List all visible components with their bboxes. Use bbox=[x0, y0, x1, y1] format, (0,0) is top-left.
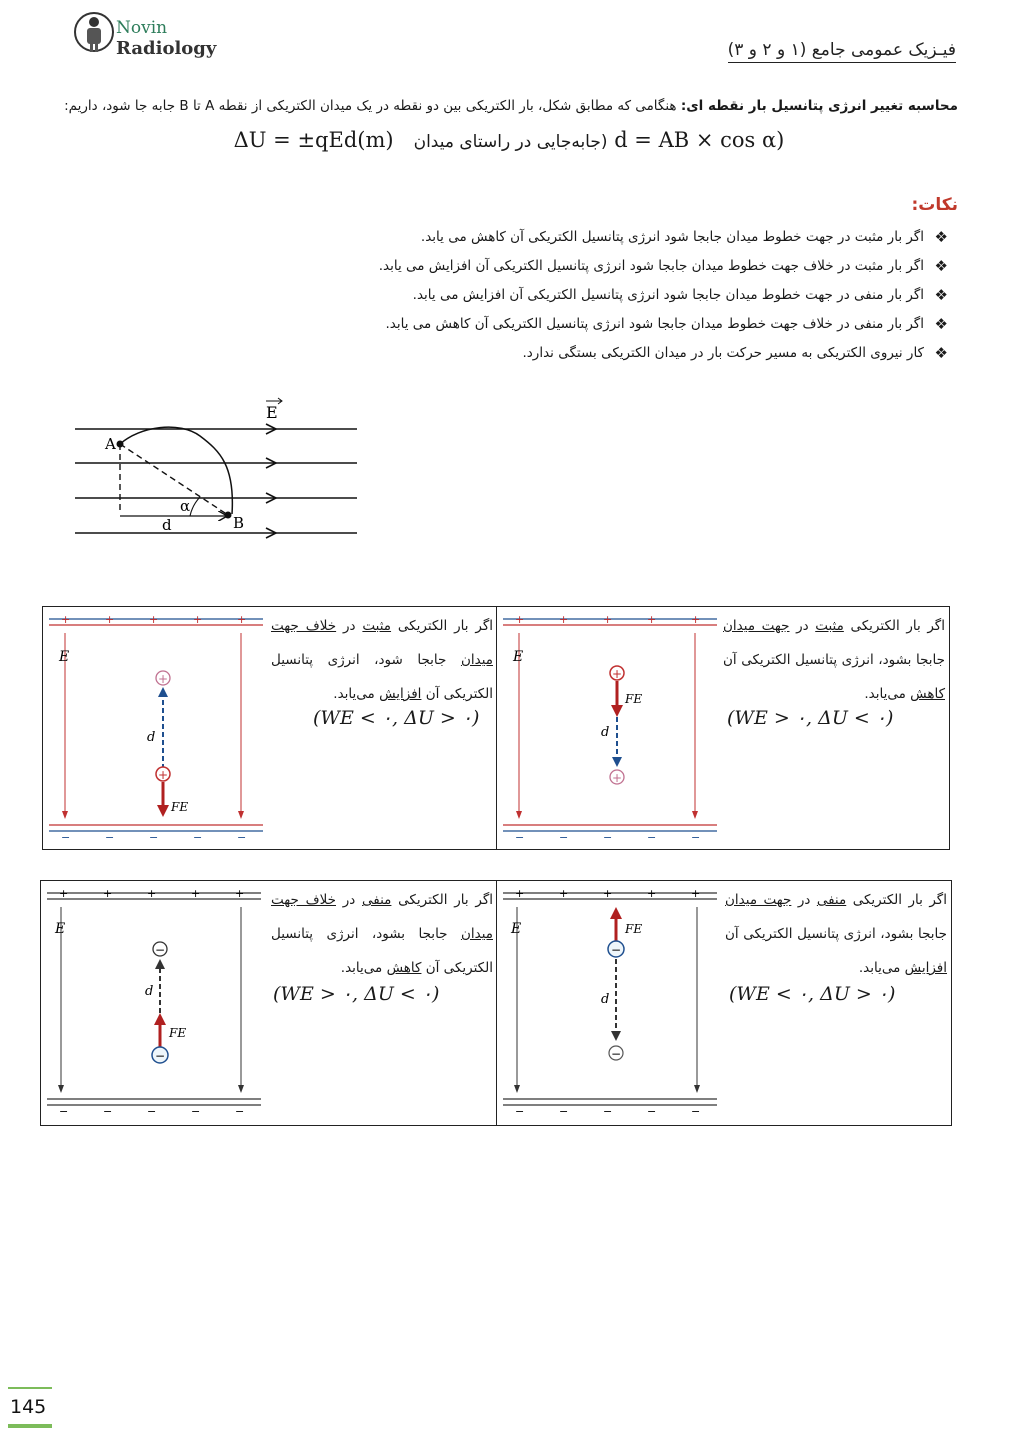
panel-caption: اگر بار الکتریکی مثبت در خلاف جهت میدان جابجا شود، انرژی پتانسیل الکتریکی آن افزایش می‌یابد. bbox=[271, 618, 494, 702]
svg-text:−: − bbox=[147, 1105, 157, 1118]
svg-text:+: + bbox=[515, 887, 525, 900]
svg-text:+: + bbox=[559, 887, 569, 900]
svg-text:−: − bbox=[155, 1049, 166, 1063]
formula-left: ΔU = ±qEd(m) bbox=[233, 128, 394, 152]
label-A: A bbox=[105, 435, 116, 453]
diamond-bullet-icon: ❖ bbox=[934, 315, 948, 333]
svg-text:−: − bbox=[647, 831, 657, 843]
page-number-rule bbox=[8, 1387, 52, 1389]
svg-text:d: d bbox=[601, 725, 610, 740]
svg-text:d: d bbox=[145, 984, 154, 999]
panel-condition: (WE > ۰, ΔU < ۰) bbox=[727, 707, 894, 729]
page-number: 145 bbox=[10, 1396, 47, 1418]
svg-text:−: − bbox=[103, 1105, 113, 1118]
label-d: d bbox=[162, 516, 172, 534]
note-item: ❖ اگر بار منفی در جهت خطوط میدان جابجا شود انرژی پتانسیل الکتریکی آن افزایش می یابد. bbox=[412, 286, 948, 304]
svg-text:−: − bbox=[149, 831, 159, 843]
svg-text:−: − bbox=[691, 831, 701, 843]
page-number-bar bbox=[8, 1424, 52, 1428]
svg-text:−: − bbox=[155, 943, 166, 957]
svg-text:+: + bbox=[691, 613, 701, 626]
svg-text:−: − bbox=[61, 831, 71, 843]
svg-text:E: E bbox=[513, 649, 524, 665]
formula bbox=[0, 128, 1018, 152]
svg-text:−: − bbox=[611, 943, 622, 957]
book-title: فیـزیک عمومی جامع (۱ و ۲ و ۳) bbox=[728, 40, 956, 63]
panel-negative-against-field bbox=[40, 880, 498, 1126]
panel-caption: اگر بار الکتریکی منفی در جهت میدان جابجا بشود، انرژی پتانسیل الکتریکی آن افزایش می‌یابد. bbox=[725, 892, 947, 976]
svg-text:−: − bbox=[603, 1105, 613, 1118]
note-item: ❖ اگر بار مثبت در خلاف جهت خطوط میدان جابجا شود انرژی پتانسیل الکتریکی آن افزایش می یابد. bbox=[378, 257, 948, 275]
svg-text:−: − bbox=[611, 1047, 622, 1061]
diamond-bullet-icon: ❖ bbox=[934, 344, 948, 362]
svg-text:+: + bbox=[158, 672, 169, 686]
displacement-AB bbox=[120, 444, 228, 515]
svg-text:E: E bbox=[59, 649, 70, 665]
svg-text:d: d bbox=[147, 730, 156, 745]
logo bbox=[74, 8, 224, 60]
svg-text:FE: FE bbox=[169, 1026, 187, 1040]
panel-positive-against-field bbox=[42, 606, 498, 850]
panel-condition: (WE < ۰, ΔU > ۰) bbox=[729, 983, 896, 1005]
svg-text:−: − bbox=[647, 1105, 657, 1118]
notes-title: نکات: bbox=[911, 195, 958, 215]
svg-text:+: + bbox=[147, 887, 157, 900]
intro-paragraph bbox=[58, 98, 958, 114]
label-alpha: α bbox=[180, 497, 191, 515]
plate-diagram bbox=[501, 611, 721, 843]
point-A bbox=[117, 441, 124, 448]
svg-text:−: − bbox=[59, 1105, 69, 1118]
diamond-bullet-icon: ❖ bbox=[934, 286, 948, 304]
point-B bbox=[225, 512, 232, 519]
svg-text:−: − bbox=[237, 831, 247, 843]
svg-text:+: + bbox=[603, 887, 613, 900]
note-item: ❖ کار نیروی الکتریکی به مسیر حرکت بار در میدان الکتریکی بستگی ندارد. bbox=[522, 344, 948, 362]
note-item: ❖ اگر بار مثبت در جهت خطوط میدان جابجا شود انرژی پتانسیل الکتریکی آن کاهش می یابد. bbox=[420, 228, 948, 246]
svg-text:−: − bbox=[235, 1105, 245, 1118]
svg-text:d: d bbox=[601, 992, 610, 1007]
svg-text:FE: FE bbox=[625, 692, 643, 706]
svg-text:−: − bbox=[515, 831, 525, 843]
formula-fa: (جابه‌جایی در راستای میدان bbox=[413, 132, 608, 152]
logo-line2: Radiology bbox=[116, 38, 217, 59]
svg-text:+: + bbox=[603, 613, 613, 626]
svg-text:−: − bbox=[603, 831, 613, 843]
svg-text:+: + bbox=[237, 613, 247, 626]
svg-text:+: + bbox=[103, 887, 113, 900]
svg-text:E: E bbox=[55, 921, 66, 937]
intro-text: هنگامی که مطابق شکل، بار الکتریکی بین دو نقطه در یک میدان الکتریکی از نقطه A تا B جابه جا شود، داریم: bbox=[64, 98, 681, 114]
panel-caption: اگر بار الکتریکی منفی در خلاف جهت میدان جابجا بشود، انرژی پتانسیل الکتریکی آن کاهش می‌یابد. bbox=[271, 892, 494, 976]
panel-positive-along-field bbox=[496, 606, 950, 850]
svg-text:−: − bbox=[515, 1105, 525, 1118]
svg-text:+: + bbox=[193, 613, 203, 626]
panel-condition: (WE < ۰, ΔU > ۰) bbox=[313, 707, 480, 729]
field-label-E: E bbox=[266, 403, 278, 422]
panel-caption: اگر بار الکتریکی مثبت در جهت میدان جابجا بشود، انرژی پتانسیل الکتریکی آن کاهش می‌یابد. bbox=[723, 618, 945, 702]
svg-text:−: − bbox=[191, 1105, 201, 1118]
svg-text:+: + bbox=[515, 613, 525, 626]
svg-text:+: + bbox=[691, 887, 701, 900]
svg-text:E: E bbox=[511, 921, 522, 937]
svg-text:−: − bbox=[193, 831, 203, 843]
svg-text:+: + bbox=[647, 887, 657, 900]
svg-text:+: + bbox=[149, 613, 159, 626]
panel-condition: (WE > ۰, ΔU < ۰) bbox=[273, 983, 440, 1005]
svg-text:+: + bbox=[612, 771, 623, 785]
svg-text:+: + bbox=[559, 613, 569, 626]
svg-text:−: − bbox=[691, 1105, 701, 1118]
plate-diagram bbox=[501, 885, 721, 1119]
svg-text:+: + bbox=[105, 613, 115, 626]
svg-text:+: + bbox=[158, 768, 169, 782]
svg-text:+: + bbox=[59, 887, 69, 900]
svg-text:+: + bbox=[612, 667, 623, 681]
panel-negative-along-field bbox=[496, 880, 952, 1126]
label-B: B bbox=[233, 514, 245, 532]
intro-heading: محاسبه تغییر انرژی پتانسیل بار نقطه ای: bbox=[680, 98, 958, 114]
svg-text:−: − bbox=[105, 831, 115, 843]
field-displacement-diagram bbox=[70, 396, 360, 546]
svg-text:+: + bbox=[61, 613, 71, 626]
svg-text:+: + bbox=[235, 887, 245, 900]
plate-diagram bbox=[45, 885, 265, 1119]
logo-icon bbox=[74, 10, 114, 54]
svg-text:FE: FE bbox=[625, 922, 643, 936]
formula-right: d = AB × cos α) bbox=[614, 128, 785, 152]
svg-text:+: + bbox=[191, 887, 201, 900]
svg-text:−: − bbox=[559, 831, 569, 843]
svg-text:−: − bbox=[559, 1105, 569, 1118]
note-item: ❖ اگر بار منفی در خلاف جهت خطوط میدان جابجا شود انرژی پتانسیل الکتریکی آن کاهش می یابد. bbox=[385, 315, 948, 333]
logo-line1: Novin bbox=[116, 18, 168, 38]
curved-path bbox=[120, 427, 232, 514]
diamond-bullet-icon: ❖ bbox=[934, 228, 948, 246]
notes-list bbox=[224, 226, 948, 371]
svg-text:+: + bbox=[647, 613, 657, 626]
diamond-bullet-icon: ❖ bbox=[934, 257, 948, 275]
plate-diagram bbox=[47, 611, 267, 843]
svg-text:FE: FE bbox=[171, 800, 189, 814]
